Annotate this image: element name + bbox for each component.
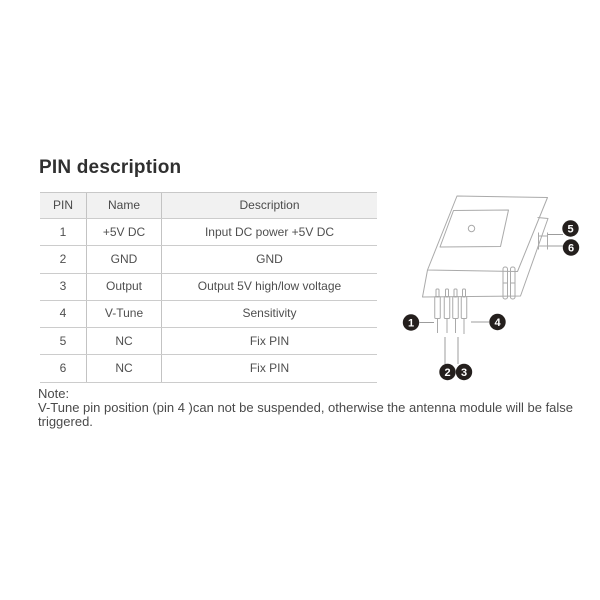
bottom-board	[423, 218, 549, 298]
cell-pin: 5	[40, 328, 87, 354]
table-row	[40, 246, 377, 273]
column-header-description: Description	[239, 197, 300, 212]
feed-point	[468, 225, 474, 231]
table-row	[40, 328, 377, 355]
pin-label-6	[563, 239, 579, 255]
table-row	[40, 274, 377, 301]
bottom-pins-1-4	[435, 289, 467, 334]
cell-name: +5V DC	[87, 219, 162, 245]
pin-label-4	[489, 314, 505, 330]
pin-label-3	[456, 364, 472, 380]
note	[38, 387, 590, 429]
cell-description: Input DC power +5V DC	[204, 224, 335, 239]
cell-description: GND	[256, 251, 283, 266]
column-header-name: Name	[87, 193, 162, 218]
pin-label-1	[403, 314, 419, 330]
cell-name: GND	[87, 246, 162, 272]
pin-label-5	[562, 220, 578, 236]
svg-text:1: 1	[407, 317, 415, 330]
note-label: Note:	[38, 386, 70, 401]
cell-pin: 2	[40, 246, 87, 272]
pin-label-2	[439, 364, 455, 380]
cell-pin: 6	[40, 355, 87, 381]
table-row	[40, 355, 377, 382]
cell-pin: 4	[40, 301, 87, 327]
table-row	[40, 301, 377, 328]
cell-pin: 3	[40, 274, 87, 300]
cell-description: Sensitivity	[242, 306, 297, 321]
cell-name: V-Tune	[87, 301, 162, 327]
svg-text:6: 6	[567, 242, 575, 255]
top-board	[428, 196, 548, 272]
svg-text:4: 4	[494, 316, 501, 329]
cell-description: Output 5V high/low voltage	[197, 279, 342, 294]
cell-name: NC	[87, 355, 162, 381]
svg-text:5: 5	[567, 223, 574, 236]
svg-text:2: 2	[444, 366, 451, 379]
table-header-row	[40, 193, 377, 219]
cell-description: Fix PIN	[249, 361, 290, 376]
svg-text:3: 3	[460, 366, 468, 379]
cell-description: Fix PIN	[249, 333, 290, 348]
cell-name: Output	[87, 274, 162, 300]
module-pinout-diagram	[393, 182, 598, 387]
cell-pin: 1	[40, 219, 87, 245]
cell-name: NC	[87, 328, 162, 354]
page-title: PIN description	[39, 157, 182, 178]
note-text: V-Tune pin position (pin 4 )can not be suspended, otherwise the antenna module will be false triggered.	[38, 400, 574, 429]
table-row	[40, 219, 377, 246]
pin-description-table	[40, 192, 377, 383]
column-header-pin: PIN	[40, 193, 87, 218]
